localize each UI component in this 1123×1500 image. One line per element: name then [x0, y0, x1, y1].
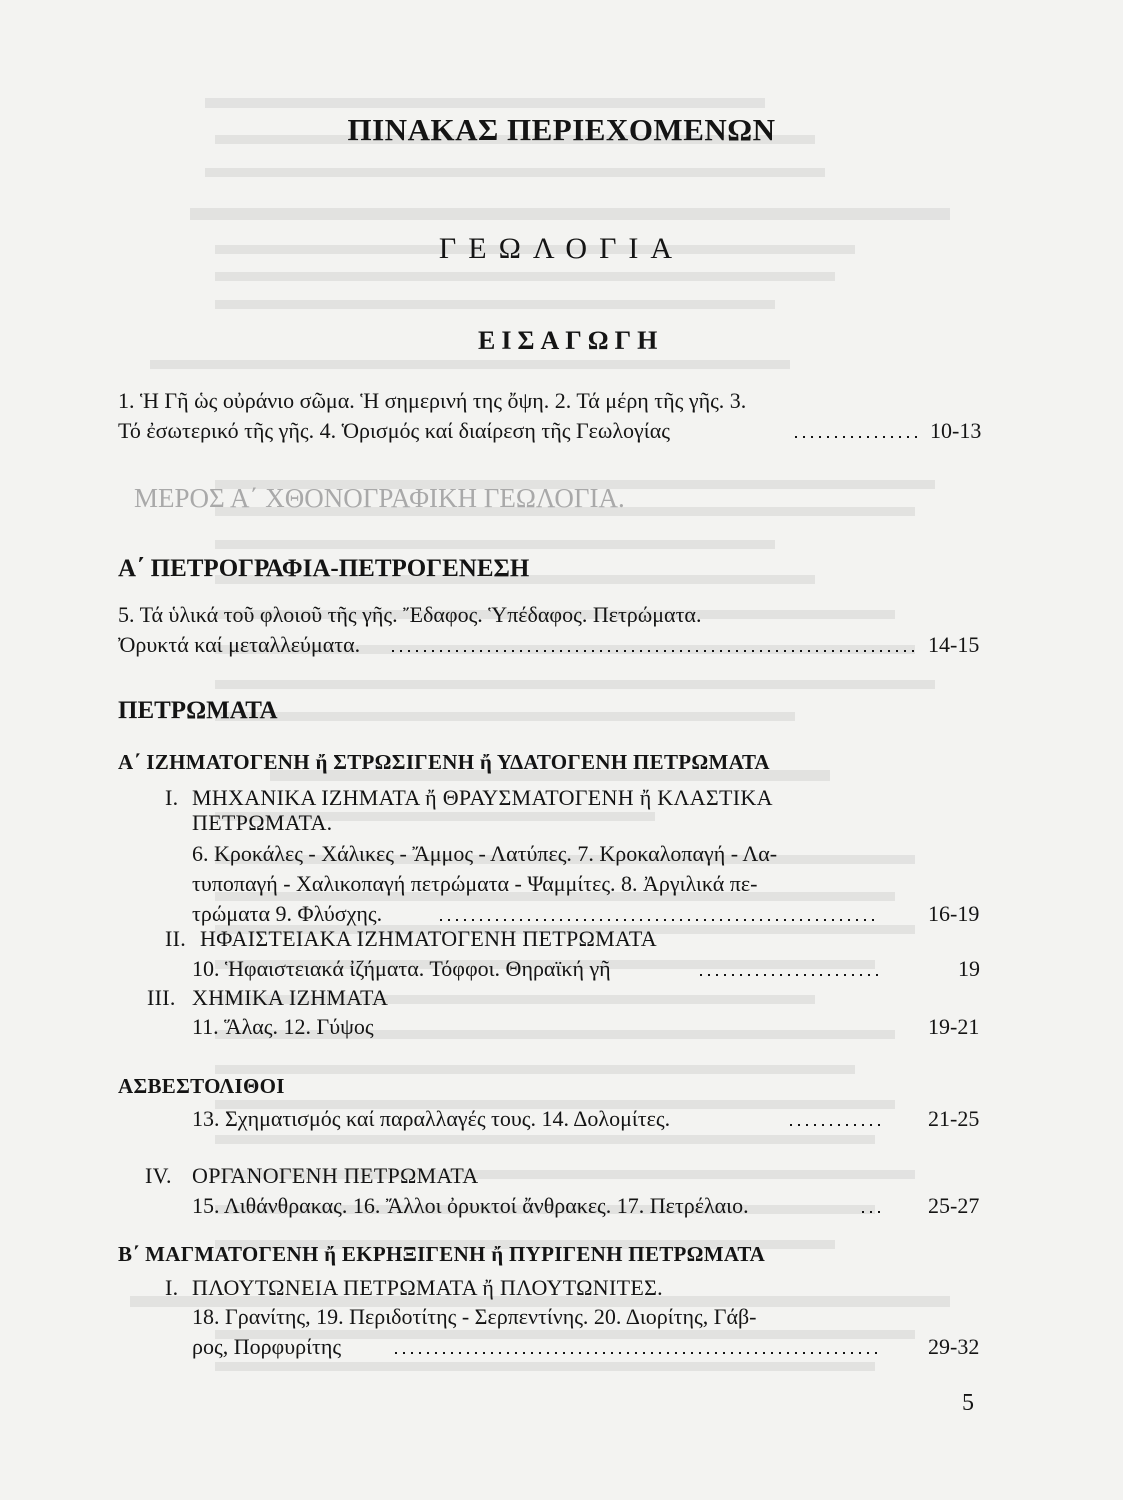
section-heading: Α΄ ΠΕΤΡΟΓΡΑΦΙΑ-ΠΕΤΡΟΓΕΝΕΣΗ [118, 555, 530, 582]
toc-entry-text: τρώματα 9. Φλύσχης. [192, 901, 383, 926]
dot-leader [790, 1122, 880, 1128]
page-ref: 16-19 [928, 901, 980, 926]
page-ref: 19 [958, 956, 980, 981]
subject-title: ΓΕΩΛΟΓΙΑ [438, 232, 685, 265]
dot-leader [795, 434, 920, 440]
toc-entry-text: 18. Γρανίτης, 19. Περιδοτίτης - Σερπεντίνης. 20. Διορίτης, Γάβ- [192, 1304, 757, 1329]
toc-entry-text: τυποπαγή - Χαλικοπαγή πετρώματα - Ψαμμίτες. 8. Ἀργιλικά πε- [192, 871, 758, 896]
intro-heading: ΕΙΣΑΓΩΓΗ [478, 326, 664, 355]
category-heading: ΑΣΒΕΣΤΟΛΙΘΟΙ [118, 1074, 285, 1098]
dot-leader [440, 917, 878, 923]
toc-entry-text: 5. Τά ὑλικά τοῦ φλοιοῦ τῆς γῆς. Ἔδαφος. Ὑπέδαφος. Πετρώματα. [118, 602, 702, 627]
roman-numeral: ΙΙΙ. [147, 985, 176, 1010]
category-title: ΠΛΟΥΤΩΝΕΙΑ ΠΕΤΡΩΜΑΤΑ ἤ ΠΛΟΥΤΩΝΙΤΕΣ. [192, 1275, 663, 1300]
page-ref: 14-15 [928, 632, 980, 657]
toc-entry-text: 13. Σχηματισμός καί παραλλαγές τους. 14. Δολομίτες. [192, 1106, 671, 1131]
category-title: ΧΗΜΙΚΑ ΙΖΗΜΑΤΑ [192, 985, 389, 1010]
toc-entry-text: 15. Λιθάνθρακας. 16. Ἄλλοι ὀρυκτοί ἄνθρακες. 17. Πετρέλαιο. [192, 1193, 749, 1218]
page-ref: 29-32 [928, 1334, 980, 1359]
dot-leader [392, 648, 917, 654]
roman-numeral: ΙΙ. [165, 926, 187, 951]
toc-entry-text: Ὀρυκτά καί μεταλλεύματα. [118, 632, 361, 657]
part-heading: ΜΕΡΟΣ Α΄ ΧΘΟΝΟΓΡΑΦΙΚΗ ΓΕΩΛΟΓΙΑ. [134, 483, 625, 513]
dot-leader [700, 972, 880, 978]
category-title: ΗΦΑΙΣΤΕΙΑΚΑ ΙΖΗΜΑΤΟΓΕΝΗ ΠΕΤΡΩΜΑΤΑ [200, 926, 657, 951]
page-number: 5 [962, 1390, 974, 1416]
toc-entry-text: 11. Ἅλας. 12. Γύψος [192, 1014, 374, 1039]
toc-entry-text: 1. Ἡ Γῆ ὡς οὐράνιο σῶμα. Ἡ σημερινή της ὄψη. 2. Τά μέρη τῆς γῆς. 3. [118, 388, 747, 413]
page-ref: 10-13 [930, 418, 982, 443]
dot-leader [395, 1350, 880, 1356]
toc-entry-text: Τό ἐσωτερικό τῆς γῆς. 4. Ὁρισμός καί διαίρεση τῆς Γεωλογίας [118, 418, 670, 443]
page-ref: 19-21 [928, 1014, 980, 1039]
toc-entry-text: ρος, Πορφυρίτης [192, 1334, 342, 1359]
category-title: ΟΡΓΑΝΟΓΕΝΗ ΠΕΤΡΩΜΑΤΑ [192, 1163, 479, 1188]
toc-entry-text: 10. Ἡφαιστειακά ἰζήματα. Τόφφοι. Θηραϊκή γῆ [192, 956, 611, 981]
dot-leader [862, 1209, 880, 1215]
roman-numeral: ΙV. [145, 1163, 172, 1188]
roman-numeral: Ι. [165, 785, 179, 810]
toc-entry-text: 6. Κροκάλες - Χάλικες - Ἄμμος - Λατύπες. 7. Κροκαλοπαγή - Λα- [192, 841, 778, 866]
category-title: ΜΗΧΑΝΙΚΑ ΙΖΗΜΑΤΑ ἤ ΘΡΑΥΣΜΑΤΟΓΕΝΗ ἤ ΚΛΑΣΤΙΚΑ [192, 785, 773, 810]
page-title: ΠΙΝΑΚΑΣ ΠΕΡΙΕΧΟΜΕΝΩΝ [347, 112, 776, 147]
section-heading: ΠΕΤΡΩΜΑΤΑ [118, 697, 278, 724]
page-ref: 25-27 [928, 1193, 980, 1218]
page-ref: 21-25 [928, 1106, 980, 1131]
subsection-heading: Α΄ ΙΖΗΜΑΤΟΓΕΝΗ ἤ ΣΤΡΩΣΙΓΕΝΗ ἤ ΥΔΑΤΟΓΕΝΗ ΠΕΤΡΩΜΑΤΑ [118, 750, 770, 774]
roman-numeral: Ι. [165, 1275, 179, 1300]
category-title: ΠΕΤΡΩΜΑΤΑ. [192, 810, 333, 835]
subsection-heading: Β΄ ΜΑΓΜΑΤΟΓΕΝΗ ἤ ΕΚΡΗΞΙΓΕΝΗ ἤ ΠΥΡΙΓΕΝΗ ΠΕΤΡΩΜΑΤΑ [118, 1242, 766, 1266]
